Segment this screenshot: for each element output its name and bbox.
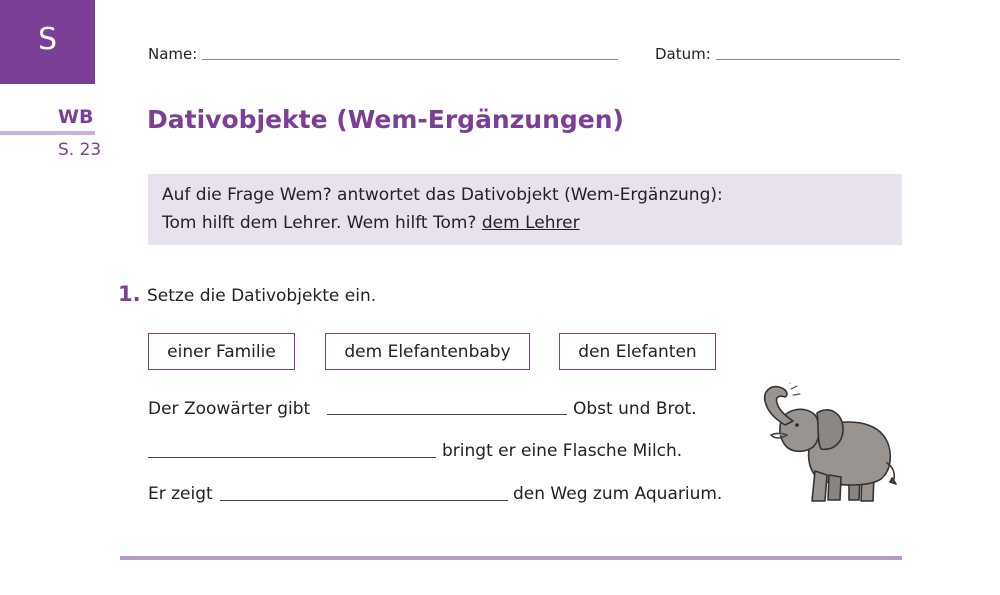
- info-line-1: Auf die Frage Wem? antwortet das Dativobjekt (Wem-Ergänzung):: [162, 185, 723, 205]
- name-field[interactable]: [202, 59, 618, 60]
- sentence-3-end: den Weg zum Aquarium.: [513, 484, 723, 504]
- section-tab: [0, 0, 95, 84]
- sentence-2-blank[interactable]: [148, 457, 436, 458]
- sentence-3-blank[interactable]: [220, 500, 508, 501]
- sentence-1-blank[interactable]: [327, 414, 567, 415]
- task-number: 1.: [118, 282, 141, 306]
- bottom-divider: [120, 556, 902, 560]
- sentence-3-start: Er zeigt: [148, 484, 213, 504]
- sentence-1-start: Der Zoowärter gibt: [148, 399, 311, 419]
- word-box-3[interactable]: den Elefanten: [559, 333, 716, 370]
- elephant-icon: [757, 383, 902, 508]
- date-field[interactable]: [716, 59, 900, 60]
- word-box-1[interactable]: einer Familie: [148, 333, 295, 370]
- sentence-1-end: Obst und Brot.: [573, 399, 697, 419]
- task-instruction: Setze die Dativobjekte ein.: [147, 286, 377, 306]
- name-label: Name:: [148, 45, 198, 63]
- page-title: Dativobjekte (Wem-Ergänzungen): [147, 105, 624, 134]
- sentence-2-end: bringt er eine Flasche Milch.: [442, 441, 683, 461]
- date-label: Datum:: [655, 45, 711, 63]
- info-box: [148, 174, 902, 245]
- book-code: WB: [58, 106, 94, 128]
- book-code-divider: [0, 131, 95, 135]
- info-example: Tom hilft dem Lehrer. Wem hilft Tom?: [162, 213, 482, 233]
- info-answer: dem Lehrer: [481, 213, 580, 233]
- section-tab-letter: S: [38, 22, 58, 57]
- word-box-2[interactable]: dem Elefantenbaby: [325, 333, 530, 370]
- info-line-2: [162, 213, 580, 233]
- page-reference: S. 23: [58, 140, 102, 160]
